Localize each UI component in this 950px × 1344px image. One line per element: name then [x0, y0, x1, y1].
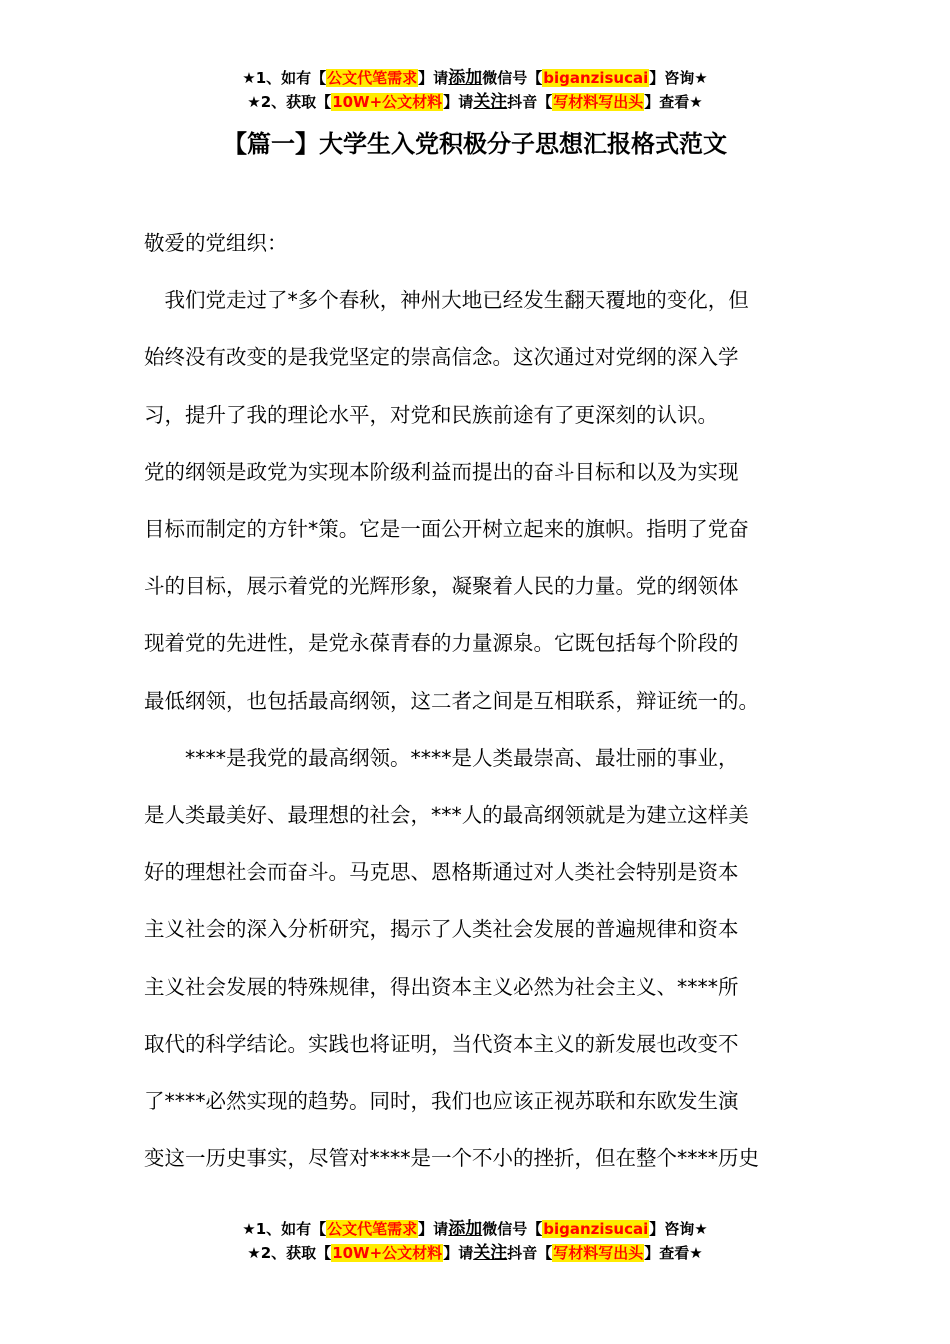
text-line: 了****必然实现的趋势。同时，我们也应该正视苏联和东欧发生演: [144, 1089, 739, 1114]
text-line: ****是我党的最高纲领。****是人类最崇高、最壮丽的事业，: [144, 745, 739, 770]
text-line: 最低纲领，也包括最高纲领，这二者之间是互相联系，辩证统一的。: [144, 688, 759, 713]
banner-line-1: [0, 66, 950, 90]
banner-text: ★1、如有【: [242, 69, 327, 87]
text-line: 始终没有改变的是我党坚定的崇高信念。这次通过对党纲的深入学: [144, 345, 739, 370]
text-line: 现着党的先进性，是党永葆青春的力量源泉。它既包括每个阶段的: [144, 631, 739, 656]
banner-highlight: 10W+公文材料: [332, 1244, 443, 1262]
banner-text: ★2、获取【: [247, 1244, 332, 1262]
banner-highlight: 10W+公文材料: [332, 93, 443, 111]
text-line: 变这一历史事实，尽管对****是一个不小的挫折，但在整个****历史: [144, 1146, 759, 1171]
salutation: [144, 215, 808, 272]
banner-highlight: biganzisucai: [543, 69, 649, 87]
banner-emphasis: 添加: [448, 68, 483, 88]
paragraph-3: [144, 730, 808, 1188]
text-line: 主义社会的深入分析研究，揭示了人类社会发展的普遍规律和资本: [144, 917, 739, 942]
paragraph-2: [144, 444, 808, 730]
banner-text: 】请: [418, 1220, 449, 1238]
text-line: 敬爱的党组织：: [144, 231, 288, 255]
banner-text: 微信号【: [482, 1220, 543, 1238]
banner-highlight: 写材料写出头: [553, 93, 644, 111]
banner-emphasis: 关注: [473, 92, 508, 112]
text-line: 是人类最美好、最理想的社会，***人的最高纲领就是为建立这样美: [144, 803, 749, 828]
header-banner: [0, 66, 950, 114]
banner-line-2: [0, 90, 950, 114]
text-line: 好的理想社会而奋斗。马克思、恩格斯通过对人类社会特别是资本: [144, 860, 739, 885]
document-body: [144, 215, 808, 1187]
banner-text: 】请: [443, 93, 474, 111]
banner-text: 】查看★: [644, 1244, 703, 1262]
banner-highlight: 公文代笔需求: [327, 69, 418, 87]
document-title: 【篇一】大学生入党积极分子思想汇报格式范文: [223, 130, 727, 158]
text-line: 主义社会发展的特殊规律，得出资本主义必然为社会主义、****所: [144, 974, 739, 999]
paragraph-1: [144, 272, 808, 444]
banner-emphasis: 关注: [473, 1243, 508, 1263]
banner-text: 】请: [418, 69, 449, 87]
banner-text: 微信号【: [482, 69, 543, 87]
banner-text: 抖音【: [507, 93, 553, 111]
banner-line-2: [0, 1241, 950, 1265]
text-line: 习，提升了我的理论水平，对党和民族前途有了更深刻的认识。: [144, 402, 718, 427]
banner-text: 】请: [443, 1244, 474, 1262]
footer-banner: [0, 1217, 950, 1265]
banner-text: ★1、如有【: [242, 1220, 327, 1238]
text-line: 目标而制定的方针*策。它是一面公开树立起来的旗帜。指明了党奋: [144, 517, 749, 542]
text-line: 党的纲领是政党为实现本阶级利益而提出的奋斗目标和以及为实现: [144, 459, 739, 484]
banner-text: 抖音【: [507, 1244, 553, 1262]
banner-highlight: 写材料写出头: [553, 1244, 644, 1262]
banner-text: 】咨询★: [649, 69, 708, 87]
banner-highlight: 公文代笔需求: [327, 1220, 418, 1238]
text-line: 斗的目标，展示着党的光辉形象，凝聚着人民的力量。党的纲领体: [144, 574, 739, 599]
banner-emphasis: 添加: [448, 1219, 483, 1239]
banner-line-1: [0, 1217, 950, 1241]
banner-text: ★2、获取【: [247, 93, 332, 111]
text-line: 我们党走过了*多个春秋，神州大地已经发生翻天覆地的变化，但: [144, 288, 749, 313]
text-line: 取代的科学结论。实践也将证明，当代资本主义的新发展也改变不: [144, 1031, 739, 1056]
banner-text: 】查看★: [644, 93, 703, 111]
banner-text: 】咨询★: [649, 1220, 708, 1238]
banner-highlight: biganzisucai: [543, 1220, 649, 1238]
